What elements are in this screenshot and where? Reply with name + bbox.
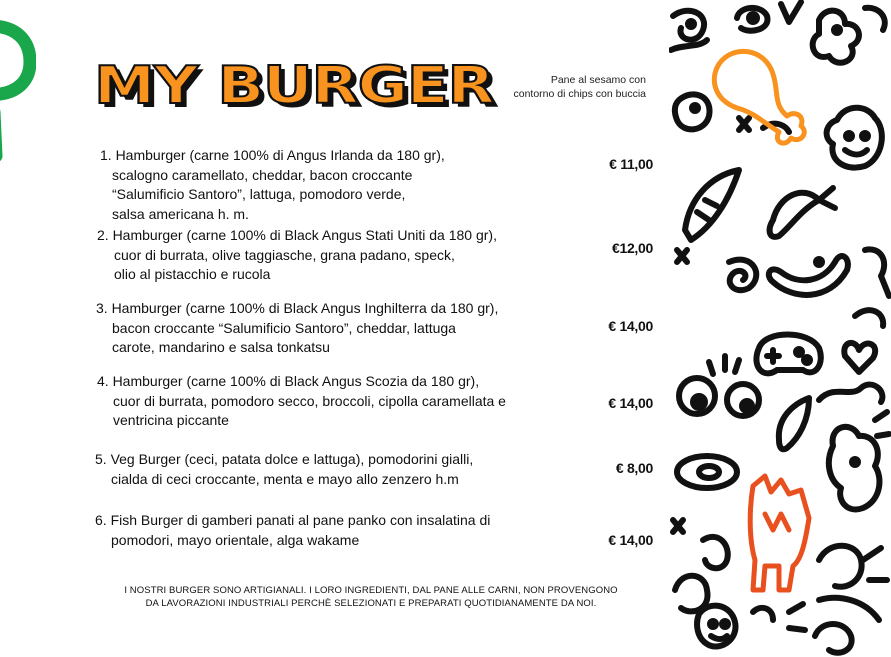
- menu-title: [94, 56, 494, 120]
- menu-item-price: € 14,00: [608, 532, 653, 548]
- menu-item-price: € 14,00: [608, 395, 653, 411]
- menu-item-3: [94, 299, 564, 358]
- menu-item-description: “Salumificio Santoro”, lattuga, pomodoro verde,: [112, 186, 406, 202]
- footer-note: [96, 585, 646, 610]
- menu-item-description: cialda di ceci croccante, menta e mayo allo zenzero h.m: [111, 470, 459, 487]
- menu-title-text: MY BURGER: [94, 56, 494, 116]
- menu-item-description: 2. Hamburger (carne 100% di Black Angus Stati Uniti da 180 gr),: [97, 227, 497, 243]
- menu-item-description: bacon croccante “Salumificio Santoro”, cheddar, lattuga: [112, 319, 456, 336]
- menu-item-5: [94, 450, 564, 489]
- menu-item-6: [94, 511, 564, 550]
- bun-note-line: contorno di chips con buccia: [513, 88, 646, 100]
- doodle-pattern-icon: [669, 0, 891, 657]
- green-logo-fragment-icon: [0, 20, 36, 165]
- footer-note-line: DA LAVORAZIONI INDUSTRIALI PERCHÈ SELEZIONATI E PREPARATI QUOTIDIANAMENTE DA NOI.: [145, 597, 597, 609]
- menu-item-description: 4. Hamburger (carne 100% di Black Angus Scozia da 180 gr),: [97, 373, 480, 389]
- menu-item-description: cuor di burrata, olive taggiasche, grana padano, speck,: [114, 246, 455, 263]
- menu-item-price: € 11,00: [609, 156, 653, 172]
- menu-item-description: scalogno caramellato, cheddar, bacon croccante: [112, 166, 413, 183]
- menu-item-description: cuor di burrata, pomodoro secco, broccoli, cipolla caramellata e: [113, 392, 506, 409]
- menu-item-4: [94, 372, 564, 431]
- menu-item-description: 5. Veg Burger (ceci, patata dolce e lattuga), pomodorini gialli,: [95, 451, 474, 467]
- menu-item-description: carote, mandarino e salsa tonkatsu: [112, 339, 330, 355]
- bun-note: [480, 73, 646, 101]
- bun-note-line: Pane al sesamo con: [550, 74, 646, 86]
- menu-item-description: salsa americana h. m.: [112, 205, 249, 222]
- menu-item-description: 6. Fish Burger di gamberi panati al pane panko con insalatina di: [95, 512, 491, 528]
- doodle-illustration-panel: [669, 0, 891, 657]
- menu-item-price: € 14,00: [608, 318, 653, 334]
- menu-item-description: olio al pistacchio e rucola: [114, 266, 271, 282]
- menu-item-description: ventricina piccante: [113, 412, 229, 428]
- menu-item-2: [94, 226, 564, 285]
- footer-note-line: I NOSTRI BURGER SONO ARTIGIANALI. I LORO INGREDIENTI, DAL PANE ALLE CARNI, NON PROVENGONO: [124, 585, 618, 596]
- menu-item-price: € 8,00: [615, 460, 653, 476]
- menu-item-price: €12,00: [611, 240, 653, 256]
- menu-item-1: [94, 146, 564, 224]
- menu-item-description: pomodori, mayo orientale, alga wakame: [111, 531, 360, 548]
- menu-item-description: 1. Hamburger (carne 100% di Angus Irlanda da 180 gr),: [100, 147, 445, 163]
- menu-item-description: 3. Hamburger (carne 100% di Black Angus Inghilterra da 180 gr),: [96, 300, 499, 316]
